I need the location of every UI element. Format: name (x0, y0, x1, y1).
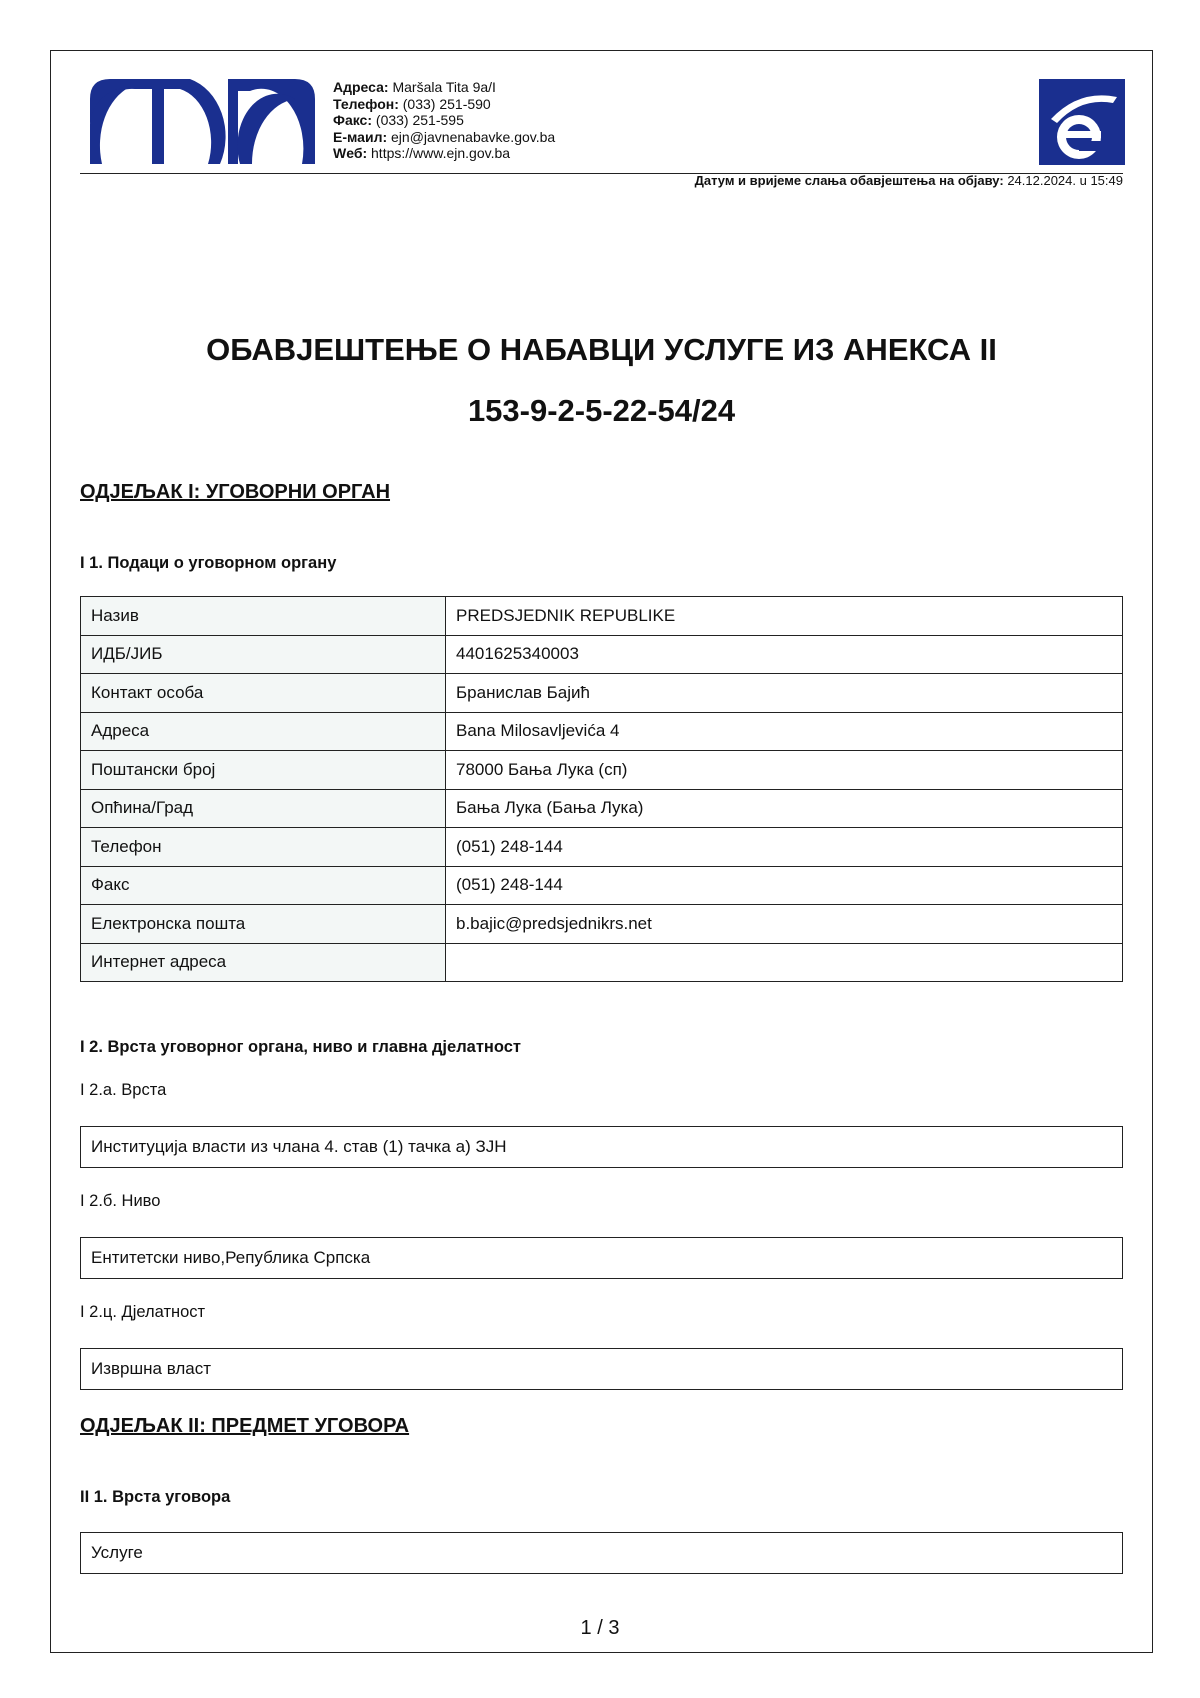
contact-fax: Факс: (033) 251-595 (333, 112, 464, 128)
contact-web: Wеб: https://www.ejn.gov.ba (333, 145, 511, 161)
page-number: 1 / 3 (580, 1617, 620, 1639)
table-row: Назив PREDSJEDNIK REPUBLIKE (81, 597, 1123, 636)
contract-type-value: Услуге (80, 1532, 1123, 1574)
table-row: Факс (051) 248-144 (81, 866, 1123, 905)
ejn-logo (90, 79, 315, 164)
table-row: Адреса Bana Milosavljevića 4 (81, 712, 1123, 751)
contact-address: Адреса: Maršala Tita 9a/I (333, 79, 496, 95)
authority-activity-value: Извршна власт (80, 1348, 1123, 1390)
section-1-heading: ОДЈЕЉАК I: УГОВОРНИ ОРГАН (80, 481, 391, 503)
section-2-heading: ОДЈЕЉАК II: ПРЕДМЕТ УГОВОРА (80, 1415, 410, 1437)
authority-type-value: Институција власти из члана 4. став (1) тачка а) ЗЈН (80, 1126, 1123, 1168)
contact-email: Е-маил: ejn@javnenabavke.gov.ba (333, 128, 556, 145)
subsection-1-2: I 2. Врста уговорног органа, ниво и главна дјелатност (80, 1038, 522, 1056)
table-row: Поштански број 78000 Бања Лука (сп) (81, 751, 1123, 790)
authority-level-value: Ентитетски ниво,Република Српска (80, 1237, 1123, 1279)
document-title: ОБАВЈЕШТЕЊЕ О НАБАВЦИ УСЛУГЕ ИЗ АНЕКСА II (206, 332, 997, 367)
authority-type-label: I 2.а. Врста (80, 1081, 167, 1099)
contact-phone: Телефон: (033) 251-590 (333, 95, 491, 112)
subsection-1-1: I 1. Подаци о уговорном органу (80, 554, 337, 572)
subsection-2-1: II 1. Врста уговора (80, 1488, 231, 1506)
table-row: Опћина/Град Бања Лука (Бања Лука) (81, 789, 1123, 828)
table-row: Контакт особа Бранислав Бајић (81, 674, 1123, 713)
authority-level-label: I 2.б. Ниво (80, 1192, 161, 1210)
table-row: Интернет адреса (81, 943, 1123, 982)
table-row: Телефон (051) 248-144 (81, 828, 1123, 867)
table-row: ИДБ/ЈИБ 4401625340003 (81, 635, 1123, 674)
authority-activity-label: I 2.ц. Дјелатност (80, 1303, 206, 1321)
ejn-e-badge-logo (1039, 79, 1125, 165)
table-row: Електронска пошта b.bajic@predsjednikrs.net (81, 905, 1123, 944)
sent-datetime: Датум и вријеме слања обавјештења на објаву: 24.12.2024. u 15:49 (694, 173, 1123, 188)
document-number: 153-9-2-5-22-54/24 (467, 393, 736, 428)
contracting-authority-table (80, 596, 1123, 982)
contact-block (333, 79, 555, 162)
